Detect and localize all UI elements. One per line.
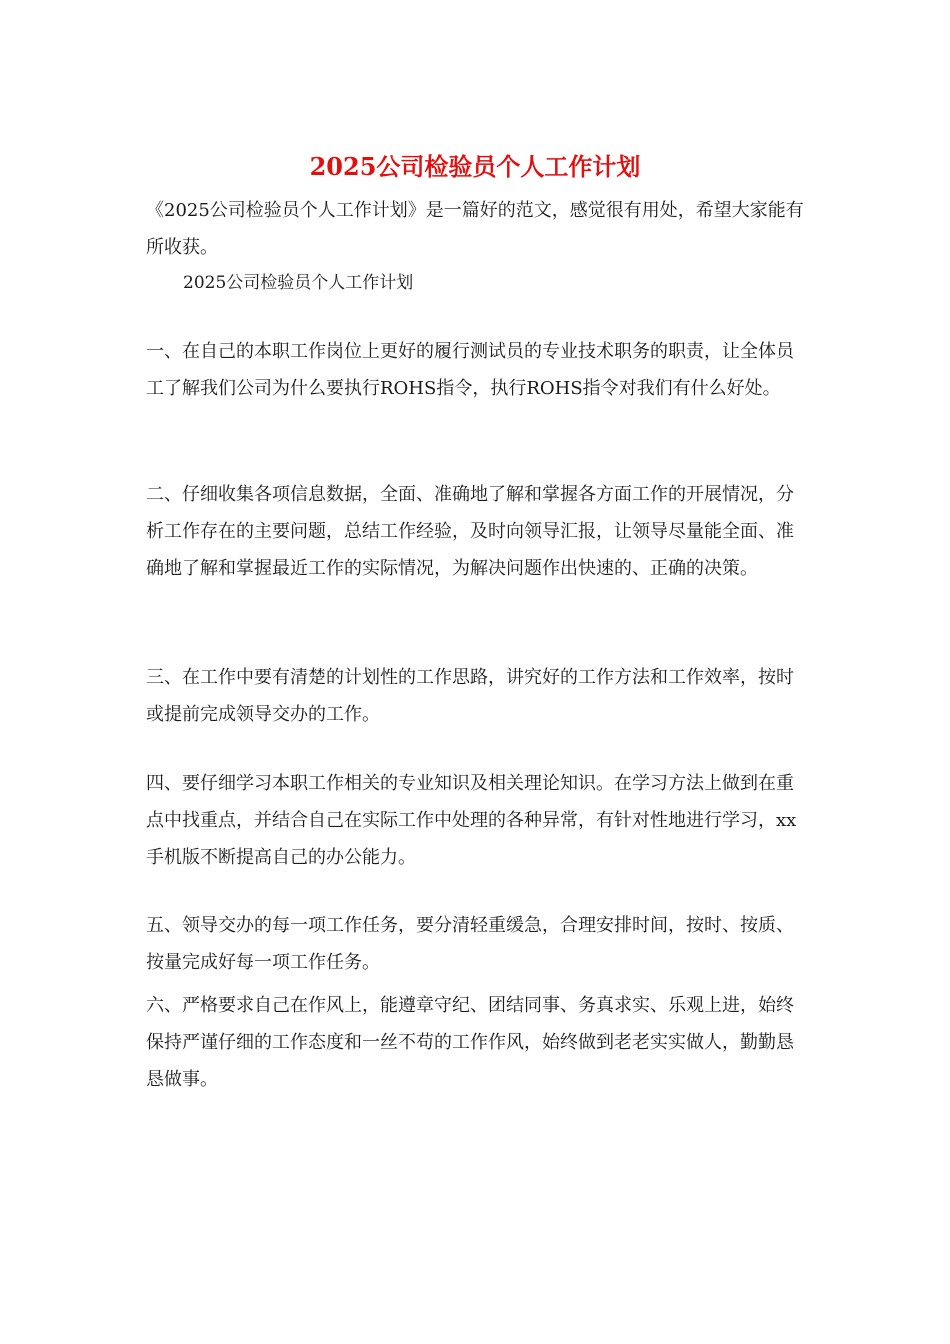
paragraph-3: 三、在工作中要有清楚的计划性的工作思路，讲究好的工作方法和工作效率，按时或提前完成领导交办的工作。 [146,667,794,725]
intro-paragraph: 《2025公司检验员个人工作计划》是一篇好的范文，感觉很有用处，希望大家能有所收获。 [146,200,804,258]
paragraph-2: 二、仔细收集各项信息数据，全面、准确地了解和掌握各方面工作的开展情况，分析工作存在的主要问题，总结工作经验，及时向领导汇报，让领导尽量能全面、准确地了解和掌握最近工作的实际情况，为解决问题作出快速的、正确的决策。 [146,484,794,579]
paragraph-1: 一、在自己的本职工作岗位上更好的履行测试员的专业技术职务的职责，让全体员工了解我们公司为什么要执行ROHS指令，执行ROHS指令对我们有什么好处。 [146,341,794,399]
paragraph-5: 五、领导交办的每一项工作任务，要分清轻重缓急，合理安排时间，按时、按质、按量完成好每一项工作任务。 [146,915,794,973]
paragraph-6: 六、严格要求自己在作风上，能遵章守纪、团结同事、务真求实、乐观上进，始终保持严谨仔细的工作态度和一丝不苟的工作作风，始终做到老老实实做人，勤勤恳恳做事。 [146,995,794,1090]
paragraph-4: 四、要仔细学习本职工作相关的专业知识及相关理论知识。在学习方法上做到在重点中找重点，并结合自己在实际工作中处理的各种异常，有针对性地进行学习，xx手机版不断提高自己的办公能力。 [146,773,797,868]
document-title: 2025公司检验员个人工作计划 [309,152,641,181]
document-subtitle: 2025公司检验员个人工作计划 [183,273,414,293]
